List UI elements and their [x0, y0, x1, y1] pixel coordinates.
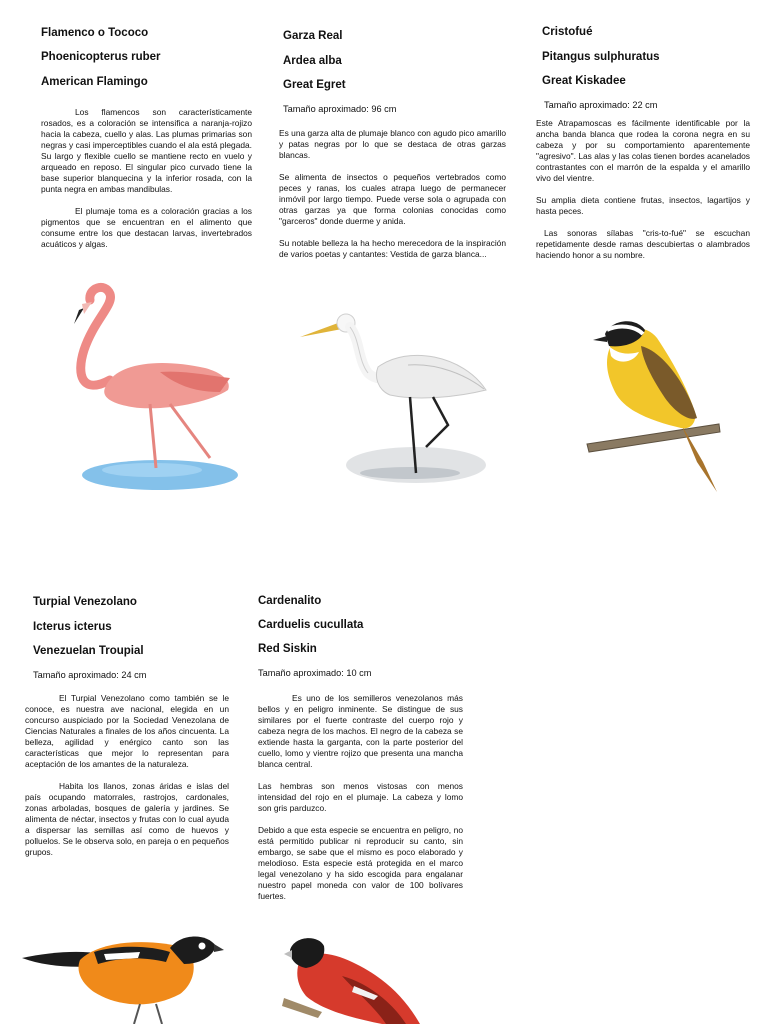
egret-illustration: [298, 305, 493, 495]
size-label: Tamaño aproximado: 10 cm: [258, 668, 372, 678]
paragraph: El Turpial Venezolano como también se le conoce, es nuestra ave nacional, elegida en un concurso auspiciado por la Sociedad Venezolana de Ciencias Naturales a finales de los años cincuenta. La belleza, agilidad y enérgico canto son las características que mejor lo representan para aceptación de los amantes de la naturaleza.: [25, 693, 229, 769]
paragraph: El plumaje toma es a coloración gracias a los pigmentos que se encuentran en el alimento que consume entre los que destacan larvas, invertebrados acuáticos y algas.: [41, 206, 252, 249]
paragraph: Habita los llanos, zonas áridas e islas del país ocupando matorrales, rastrojos, cardonales, zonas arboladas, bosques de galería y jardines. Se alimenta de néctar, insectos y frutas con lo cual ayuda a dispersar las semillas así como de huevos y polluelos. Se le observa solo, en pareja o en pequeños grupos.: [25, 781, 229, 857]
paragraph: Su amplia dieta contiene frutas, insectos, lagartijos y hasta peces.: [536, 195, 750, 216]
bird-card-troupial: [25, 560, 229, 890]
bird-card-red-siskin: [258, 560, 463, 920]
common-name: Garza Real: [283, 30, 343, 42]
size-label: Tamaño aproximado: 24 cm: [33, 670, 147, 680]
red-siskin-illustration: [282, 936, 427, 1024]
english-name: Great Egret: [283, 79, 346, 91]
scientific-name: Ardea alba: [283, 55, 342, 67]
paragraph: Es uno de los semilleros venezolanos más bellos y en peligro inminente. Se distingue de sus similares por el fuerte contraste del cuerpo rojo y cabeza negra de los machos. El negro de la cabeza se extiende hasta la garganta, con la parte posterior del cuello, lomo y vientre rojizo que presenta una mancha blanca central.: [258, 693, 463, 769]
scientific-name: Pitangus sulphuratus: [542, 51, 660, 63]
paragraph: Los flamencos son característicamente rosados, es a coloración se intensifica a naranja-rojizo hacia la cabeza, cuello y alas. Las plumas primarias son negras y casi imperceptibles cuando el ala está plegada. Su largo y flexible cuello se mantiene recto en vuelo y arqueado en reposo. El singular pico curvado tiene la base superior blanquecina y la inferior rosada, con la punta negra en ambas mandibulas.: [41, 107, 252, 194]
english-name: Red Siskin: [258, 643, 317, 655]
kiskadee-illustration: [585, 312, 730, 494]
description: [279, 128, 506, 271]
troupial-illustration: [20, 930, 225, 1024]
paragraph: Las hembras son menos vistosas con menos intensidad del rojo en el plumaje. La cabeza y lomo son gris parduzco.: [258, 781, 463, 813]
flamingo-illustration: [60, 280, 245, 495]
scientific-name: Phoenicopterus ruber: [41, 51, 161, 63]
size-label: Tamaño aproximado: 96 cm: [283, 104, 397, 114]
description: [536, 118, 750, 272]
common-name: Flamenco o Tococo: [41, 27, 149, 39]
english-name: Great Kiskadee: [542, 75, 626, 87]
english-name: Venezuelan Troupial: [33, 645, 144, 657]
common-name: Cristofué: [542, 26, 593, 38]
scientific-name: Carduelis cucullata: [258, 619, 364, 631]
paragraph: Las sonoras sílabas "cris-to-fué" se escuchan repetidamente desde ramas descubiertas o alambrados haciendo honor a su nombre.: [536, 228, 750, 260]
description: [258, 693, 463, 913]
description: [25, 693, 229, 869]
paragraph: Su notable belleza la ha hecho merecedora de la inspiración de varios poetas y cantantes: Vestida de garza blanca...: [279, 238, 506, 259]
size-label: Tamaño aproximado: 22 cm: [544, 100, 658, 110]
english-name: American Flamingo: [41, 76, 148, 88]
description: [41, 107, 252, 261]
common-name: Turpial Venezolano: [33, 596, 137, 608]
common-name: Cardenalito: [258, 595, 322, 607]
paragraph: Es una garza alta de plumaje blanco con agudo pico amarillo y patas negras por lo que se destaca de otras garzas blancas.: [279, 128, 506, 160]
paragraph: Debido a que esta especie se encuentra en peligro, no está permitido publicar ni reproducir su canto, sin embargo, se sabe que el mismo es poco elaborado y melodioso. Esta especie está protegida en el marco legal venezolano y ha sido escogida para engalanar nuestro papel moneda con valor de 100 bolívares fuertes.: [258, 825, 463, 901]
paragraph: Este Atrapamoscas es fácilmente identificable por la ancha banda blanca que rodea la corona negra en su cabeza y por su comportamiento aparentemente "agresivo". Las alas y las colas tienen bordes acanelados contrastantes con el marrón de la espalda y el amarillo vivo del vientre.: [536, 118, 750, 183]
paragraph: Se alimenta de insectos o pequeños vertebrados como peces y ranas, los cuales atrapa luego de permanecer inmóvil por largo tiempo. Puede verse sola o agrupada con otras garzas ya que forma colonias conocidas como "garceros" donde duerme y anida.: [279, 172, 506, 226]
scientific-name: Icterus icterus: [33, 621, 112, 633]
